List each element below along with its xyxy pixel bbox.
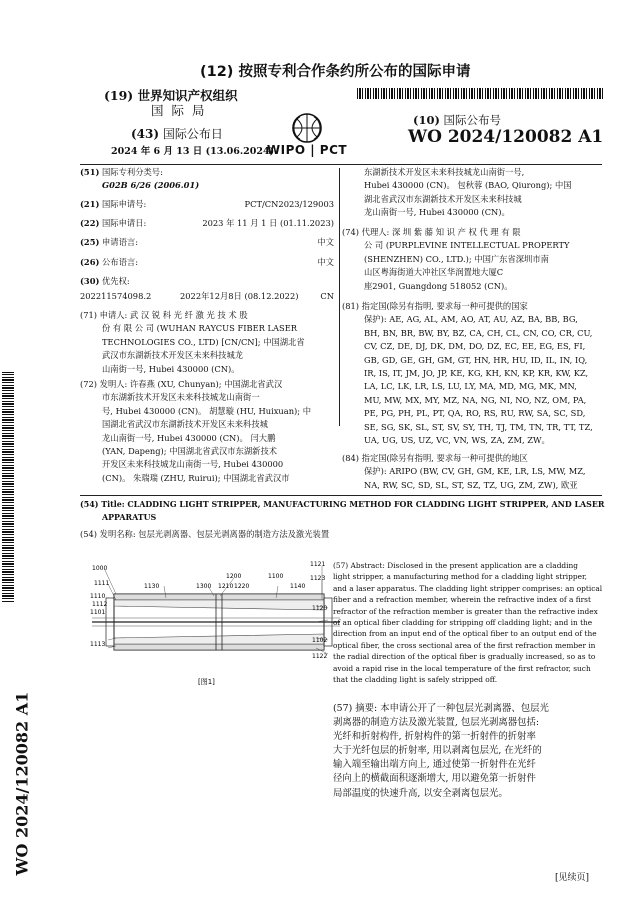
states-line: PE, PG, PH, PL, PT, QA, RO, RS, RU, RW, SA, SC, SD, — [364, 408, 586, 419]
designated-states-national — [342, 300, 602, 447]
top-barcode — [357, 88, 605, 99]
figure-label: 1200 — [226, 573, 242, 580]
field-25: (25) 申请语言: 中文 — [80, 237, 334, 247]
side-publication-number: WO 2024/120082 A1 — [12, 691, 32, 876]
figure-label: 1111 — [94, 580, 110, 587]
inventor-line: (YAN, Dapeng); 中国湖北省武汉市东湖新技术 — [102, 446, 278, 457]
states-line: (81) 指定国(除另有指明, 要求每一种可提供的国家 — [342, 301, 528, 311]
agent-block — [342, 226, 602, 293]
publication-number: WO 2024/120082 A1 — [408, 127, 604, 147]
title-chinese: (54) 发明名称: 包层光剥离器、包层光剥离器的制造方法及激光装置 — [80, 529, 330, 539]
wipo-logo — [264, 112, 350, 158]
field-51: (51) 国际专利分类号: G02B 6/26 (2006.01) — [80, 167, 200, 191]
states-line: GB, GD, GE, GH, GM, GT, HN, HR, HU, ID, IL, IN, IQ, — [364, 354, 588, 365]
figure-label: 1130 — [144, 583, 160, 590]
inventor-line: 龙山南街一号, Hubei 430000 (CN)。 闫大鹏 — [102, 432, 276, 443]
figure-1 — [86, 556, 346, 692]
figure-label: 1113 — [90, 641, 106, 648]
inventor-continued-block — [364, 166, 602, 220]
figure-label: 1110 — [90, 593, 106, 600]
states-line: MU, MW, MX, MY, MZ, NA, NG, NI, NO, NZ, OM, PA, — [364, 394, 587, 405]
agent-line: 座2901, Guangdong 518052 (CN)。 — [364, 280, 513, 291]
applicant-line: (71) 申请人: 武 汉 锐 科 光 纤 激 光 技 术 股 — [80, 310, 248, 320]
figure-caption: [图1] — [198, 678, 215, 686]
inventor-line: 东湖新技术开发区未来科技城龙山南街一号, — [364, 167, 525, 177]
designated-states-regional — [342, 452, 602, 492]
figure-label: 1101 — [90, 609, 106, 616]
inventor-line: (CN)。 朱瑞瑞 (ZHU, Ruirui); 中国湖北省武汉市 — [102, 472, 290, 483]
figure-label: 1220 — [234, 583, 250, 590]
states-line: LA, LC, LK, LR, LS, LU, LY, MA, MD, MG, MK, MN, — [364, 381, 577, 392]
states-line: SE, SG, SK, SL, ST, SV, SY, TH, TJ, TM, TN, TR, TT, TZ, — [364, 421, 593, 432]
states-line: IR, IS, IT, JM, JO, JP, KE, KG, KH, KN, KP, KR, KW, KZ, — [364, 368, 589, 379]
applicant-line: 山南街一号, Hubei 430000 (CN)。 — [102, 363, 240, 374]
title-english: (54) Title: CLADDING LIGHT STRIPPER, MANUFACTURING METHOD FOR CLADDING LIGHT STRIPPER, AND LASER APPARATUS — [80, 500, 605, 523]
inventor-line: 国湖北省武汉市东湖新技术开发区未来科技城 — [102, 419, 268, 430]
figure-label: 1000 — [92, 565, 108, 572]
agent-line: 山区粤海街道大冲社区华润置地大厦C — [364, 267, 504, 278]
figure-label: 1112 — [92, 601, 108, 608]
inventor-block — [80, 378, 338, 485]
agent-line: (SHENZHEN) CO., LTD.); 中国广东省深圳市南 — [364, 253, 549, 264]
wipo-text: WIPO | PCT — [266, 143, 348, 157]
side-barcode — [2, 372, 14, 602]
abstract-chinese: (57) 摘要: 本申请公开了一种包层光剥离器、包层光 剥离器的制造方法及激光装置, 包层光剥离器包括: 光纤和折射构件, 折射构件的第一折射件的折射率 大于光纤包层的折射率, 用以剥离包层光, 在光纤的 输入端至输出端方向上, 通过使第一折射件在光纤 径向上的横截面积逐渐增大, 用以避免第一折射件 局部温度的快速升高, 以安全剥离包层光。 — [333, 703, 549, 799]
applicant-line: 份 有 限 公 司 (WUHAN RAYCUS FIBER LASER — [102, 323, 298, 334]
states-line: CV, CZ, DE, DJ, DK, DM, DO, DZ, EC, EE, EG, ES, FI, — [364, 341, 586, 352]
publication-date-label: (43) 国际公布日 — [131, 127, 223, 141]
field-22: (22) 国际申请日: 2023 年 11 月 1 日 (01.11.2023) — [80, 218, 334, 228]
applicant-line: 武汉市东湖新技术开发区未来科技城龙 — [102, 350, 244, 361]
figure-label: 1102 — [312, 637, 328, 644]
states-line: 保护): AE, AG, AL, AM, AO, AT, AU, AZ, BA, BB, BG, — [364, 314, 578, 325]
inventor-line: 龙山南街一号, Hubei 430000 (CN)。 — [364, 207, 510, 218]
title-divider — [80, 495, 602, 496]
abstract-english: (57) Abstract: Disclosed in the present application are a cladding light stripper, a manufacturing method for a cladding light stripper, and a laser apparatus. The cladding light stripper comprises: an optical fiber and a refraction member, wherein the refractive index of a first refractor of the refraction member is greater than the refractive index of an optical fiber cladding for stripping off cladding light; and in the direction from an input end of the optical fiber to an output end of the optical fiber, the cross sectional area of the first refraction member in the radial direction of the optical fiber is gradually increased, so as to avoid a rapid rise in the local temperature of the first refractor, such that the cladding light is safely stripped off. — [333, 561, 603, 685]
header-divider — [80, 164, 602, 165]
figure-label: 1100 — [268, 573, 284, 580]
figure-label: 1210 — [218, 583, 234, 590]
publication-number-label: (10) 国际公布号 — [413, 113, 502, 127]
inventor-line: 开发区未来科技城龙山南街一号, Hubei 430000 — [102, 459, 284, 470]
column-divider — [339, 168, 340, 426]
field-30: (30) 优先权: — [80, 276, 130, 286]
priority-row: 202211574098.2 2022年12月8日 (08.12.2022) CN — [80, 291, 334, 301]
states-line: (84) 指定国(除另有指明, 要求每一种可提供的地区 — [342, 453, 528, 463]
states-line: NA, RW, SC, SD, SL, ST, SZ, TZ, UG, ZM, ZW), 欧亚 — [364, 479, 578, 490]
states-line: 保护): ARIPO (BW, CV, GH, GM, KE, LR, LS, MW, MZ, — [364, 466, 586, 477]
organization-bureau: 国 际 局 — [151, 103, 207, 118]
figure-label: 1120 — [312, 605, 328, 612]
inventor-line: 湖北省武汉市东湖新技术开发区未来科技城 — [364, 193, 522, 204]
applicant-block — [80, 309, 338, 376]
figure-label: 1300 — [196, 583, 212, 590]
states-line: UA, UG, US, UZ, VC, VN, WS, ZA, ZM, ZW。 — [364, 435, 550, 446]
inventor-line: 号, Hubei 430000 (CN)。 胡慧璇 (HU, Huixuan); 中 — [102, 405, 312, 416]
applicant-line: TECHNOLOGIES CO., LTD) [CN/CN]; 中国湖北省 — [102, 336, 305, 347]
inventor-line: Hubei 430000 (CN)。 包秋蓉 (BAO, Qiurong); 中国 — [364, 180, 572, 191]
continued-note: [见续页] — [555, 873, 590, 883]
inventor-line: (72) 发明人: 许春燕 (XU, Chunyan); 中国湖北省武汉 — [80, 379, 283, 389]
inventor-line: 市东湖新技术开发区未来科技城龙山南街一 — [102, 392, 260, 403]
states-line: BH, BN, BR, BW, BY, BZ, CA, CH, CL, CN, CO, CR, CU, — [364, 327, 593, 338]
figure-label: 1122 — [312, 653, 328, 660]
figure-label: 1123 — [310, 575, 326, 582]
field-26: (26) 公布语言: 中文 — [80, 257, 334, 267]
organization-name: (19) 世界知识产权组织 — [104, 88, 238, 103]
publication-date-value: 2024 年 6 月 13 日 (13.06.2024) — [111, 146, 275, 157]
field-21: (21) 国际申请号: PCT/CN2023/129003 — [80, 199, 334, 209]
agent-line: 公 司 (PURPLEVINE INTELLECTUAL PROPERTY — [364, 240, 570, 251]
figure-label: 1140 — [290, 583, 306, 590]
agent-line: (74) 代理人: 深 圳 紫 藤 知 识 产 权 代 理 有 限 — [342, 227, 521, 237]
document-title: (12) 按照专利合作条约所公布的国际申请 — [200, 63, 471, 80]
figure-label: 1121 — [310, 561, 326, 568]
